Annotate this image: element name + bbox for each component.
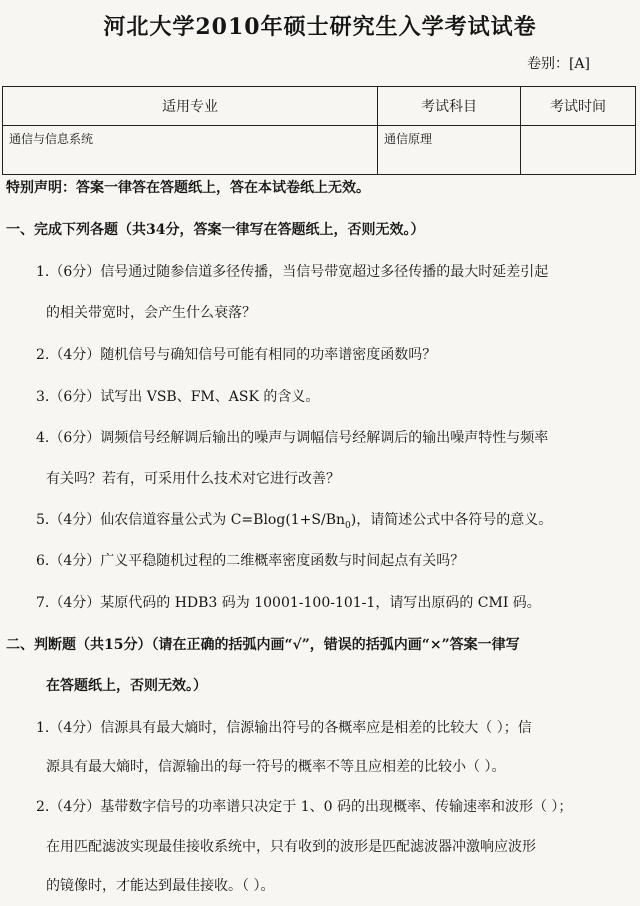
- s1-q6: 6.（4分）广义平稳随机过程的二维概率密度函数与时间起点有关吗？: [36, 553, 465, 569]
- paper-version-label: 卷别：[A]: [526, 56, 590, 72]
- section2-heading-line1: 二、判断题（共15分）（请在正确的括弧内画“√”，错误的括弧内画“×”答案一律写: [6, 637, 520, 653]
- s1-q2: 2.（4分）随机信号与确知信号可能有相同的功率谱密度函数吗？: [36, 347, 437, 363]
- s2-q1-line1: 1.（4分）信源具有最大熵时，信源输出符号的各概率应是相差的比较大（ ）；信: [36, 720, 532, 736]
- header-time: 考试时间: [521, 87, 636, 126]
- cell-time: [521, 126, 636, 175]
- s2-q2-line2: 在用匹配滤波实现最佳接收系统中，只有收到的波形是匹配滤波器冲激响应波形: [46, 839, 536, 855]
- s1-q5-text: 5.（4分）仙农信道容量公式为 C=Blog(1+S/Bn: [36, 512, 346, 528]
- exam-title: 河北大学2010年硕士研究生入学考试试卷: [103, 14, 537, 40]
- section2-heading-line2: 在答题纸上，否则无效。）: [46, 678, 207, 694]
- exam-info-table: [2, 86, 636, 175]
- section1-heading: 一、完成下列各题（共34分，答案一律写在答题纸上，否则无效。）: [6, 222, 425, 238]
- s1-q1-line2: 的相关带宽时，会产生什么衰落？: [46, 305, 256, 321]
- cell-major: 通信与信息系统: [3, 126, 378, 175]
- s1-q1-line1: 1.（6分）信号通过随参信道多径传播，当信号带宽超过多径传播的最大时延差引起: [36, 264, 549, 280]
- cell-subject: 通信原理: [378, 126, 521, 175]
- header-subject: 考试科目: [378, 87, 521, 126]
- s1-q7: 7.（4分）某原代码的 HDB3 码为 10001-100-101-1，请写出原码的 CMI 码。: [36, 595, 541, 611]
- s1-q3: 3.（6分）试写出 VSB、FM、ASK 的含义。: [36, 389, 320, 405]
- table-row: [3, 126, 636, 175]
- header-major: 适用专业: [3, 87, 378, 126]
- s1-q5-subscript: 0: [345, 520, 351, 531]
- s2-q1-line2: 源具有最大熵时，信源输出的每一符号的概率不等且应相差的比较小（ ）。: [46, 759, 506, 775]
- s2-q2-line3: 的镜像时，才能达到最佳接收。（ ）。: [46, 878, 275, 894]
- special-notice: 特别声明：答案一律答在答题纸上，答在本试卷纸上无效。: [6, 180, 370, 196]
- s1-q5: [36, 510, 552, 536]
- s1-q4-line1: 4.（6分）调频信号经解调后输出的噪声与调幅信号经解调后的输出噪声特性与频率: [36, 430, 549, 446]
- table-header-row: [3, 87, 636, 126]
- s1-q4-line2: 有关吗？若有，可采用什么技术对它进行改善？: [46, 471, 340, 487]
- s1-q5-text-end: )，请简述公式中各符号的意义。: [350, 512, 553, 528]
- s2-q2-line1: 2.（4分）基带数字信号的功率谱只决定于 1、0 码的出现概率、传输速率和波形（ ）；: [36, 799, 573, 815]
